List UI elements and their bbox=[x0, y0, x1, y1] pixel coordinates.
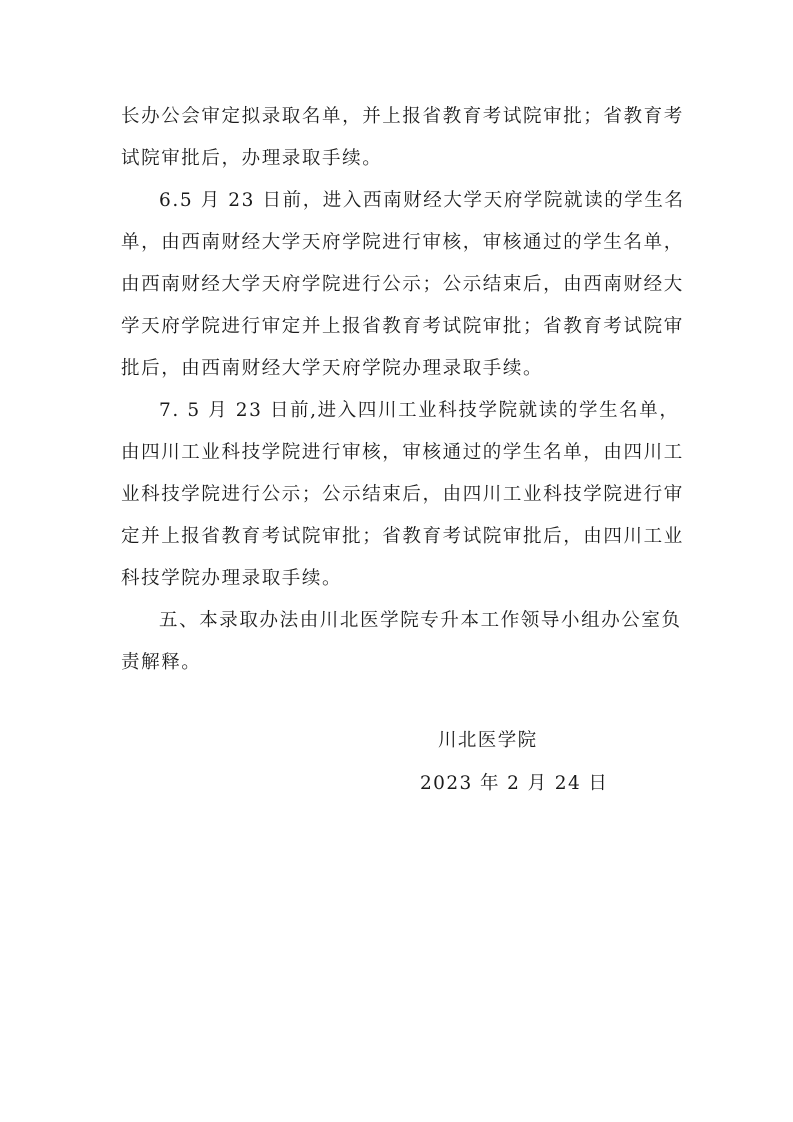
paragraph-line: 业科技学院进行公示；公示结束后，由四川工业科技学院进行审 bbox=[121, 484, 684, 505]
paragraph-line: 7. 5 月 23 日前,进入四川工业科技学院就读的学生名单， bbox=[159, 400, 680, 421]
paragraph-line: 科技学院办理录取手续。 bbox=[121, 568, 343, 589]
paragraph-line: 五、本录取办法由川北医学院专升本工作领导小组办公室负 bbox=[159, 610, 682, 631]
paragraph-line: 由四川工业科技学院进行审核，审核通过的学生名单，由四川工 bbox=[121, 442, 684, 463]
paragraph-line: 长办公会审定拟录取名单，并上报省教育考试院审批；省教育考 bbox=[121, 106, 684, 127]
paragraph-line: 批后，由西南财经大学天府学院办理录取手续。 bbox=[121, 358, 544, 379]
paragraph-line: 单，由西南财经大学天府学院进行审核，审核通过的学生名单， bbox=[121, 232, 684, 253]
paragraph-line: 责解释。 bbox=[121, 652, 202, 673]
paragraph-line: 由西南财经大学天府学院进行公示；公示结束后，由西南财经大 bbox=[121, 274, 684, 295]
paragraph-line: 试院审批后，办理录取手续。 bbox=[121, 148, 383, 169]
paragraph-line: 学天府学院进行审定并上报省教育考试院审批；省教育考试院审 bbox=[121, 316, 684, 337]
paragraph-line: 定并上报省教育考试院审批；省教育考试院审批后，由四川工业 bbox=[121, 526, 684, 547]
signature-organization: 川北医学院 bbox=[438, 730, 538, 751]
paragraph-line: 6.5 月 23 日前，进入西南财经大学天府学院就读的学生名 bbox=[159, 190, 685, 211]
signature-date: 2023 年 2 月 24 日 bbox=[420, 773, 609, 794]
